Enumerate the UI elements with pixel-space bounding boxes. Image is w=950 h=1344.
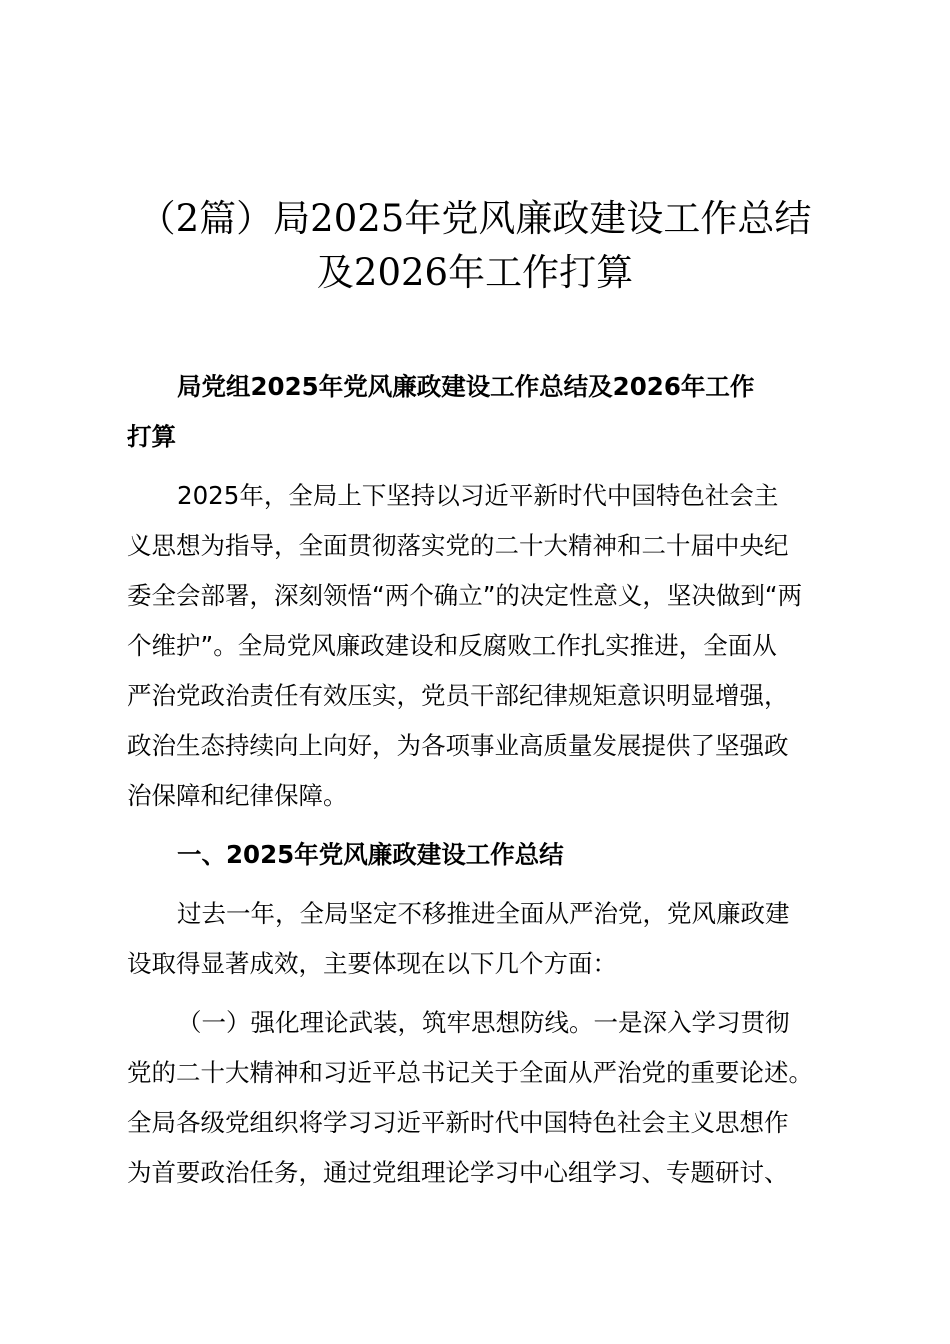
section-heading: 一、2025年党风廉政建设工作总结	[177, 840, 564, 869]
paragraph-line: 严治党政治责任有效压实，党员干部纪律规矩意识明显增强，	[127, 681, 789, 710]
section-paragraph	[127, 889, 842, 989]
subtitle-line-2: 打算	[127, 422, 176, 451]
title-line-2: 及2026年工作打算	[316, 251, 634, 294]
subtitle-line-1: 局党组2025年党风廉政建设工作总结及2026年工作	[177, 372, 755, 401]
paragraph-line: 委全会部署，深刻领悟“两个确立”的决定性意义，坚决做到“两	[127, 581, 803, 610]
paragraph-line: 个维护”。全局党风廉政建设和反腐败工作扎实推进，全面从	[127, 631, 777, 660]
paragraph-line: 过去一年，全局坚定不移推进全面从严治党，党风廉政建	[177, 899, 790, 928]
document-title	[110, 192, 840, 300]
document-body	[127, 362, 842, 1198]
paragraph-line: 治保障和纪律保障。	[127, 781, 348, 810]
paragraph-line: 政治生态持续向上向好，为各项事业高质量发展提供了坚强政	[127, 731, 789, 760]
paragraph-line: （一）强化理论武装，筑牢思想防线。一是深入学习贯彻	[177, 1008, 790, 1037]
paragraph-line: 党的二十大精神和习近平总书记关于全面从严治党的重要论述。	[127, 1058, 813, 1087]
title-line-1: （2篇）局2025年党风廉政建设工作总结	[138, 197, 812, 240]
paragraph-line: 2025年，全局上下坚持以习近平新时代中国特色社会主	[177, 481, 779, 510]
intro-paragraph	[127, 471, 842, 821]
paragraph-line: 全局各级党组织将学习习近平新时代中国特色社会主义思想作	[127, 1108, 789, 1137]
paragraph-line: 设取得显著成效，主要体现在以下几个方面：	[127, 949, 617, 978]
paragraph-line: 为首要政治任务，通过党组理论学习中心组学习、专题研讨、	[127, 1158, 789, 1187]
paragraph-line: 义思想为指导，全面贯彻落实党的二十大精神和二十届中央纪	[127, 531, 789, 560]
item-paragraph	[127, 998, 842, 1198]
subtitle	[127, 362, 842, 462]
